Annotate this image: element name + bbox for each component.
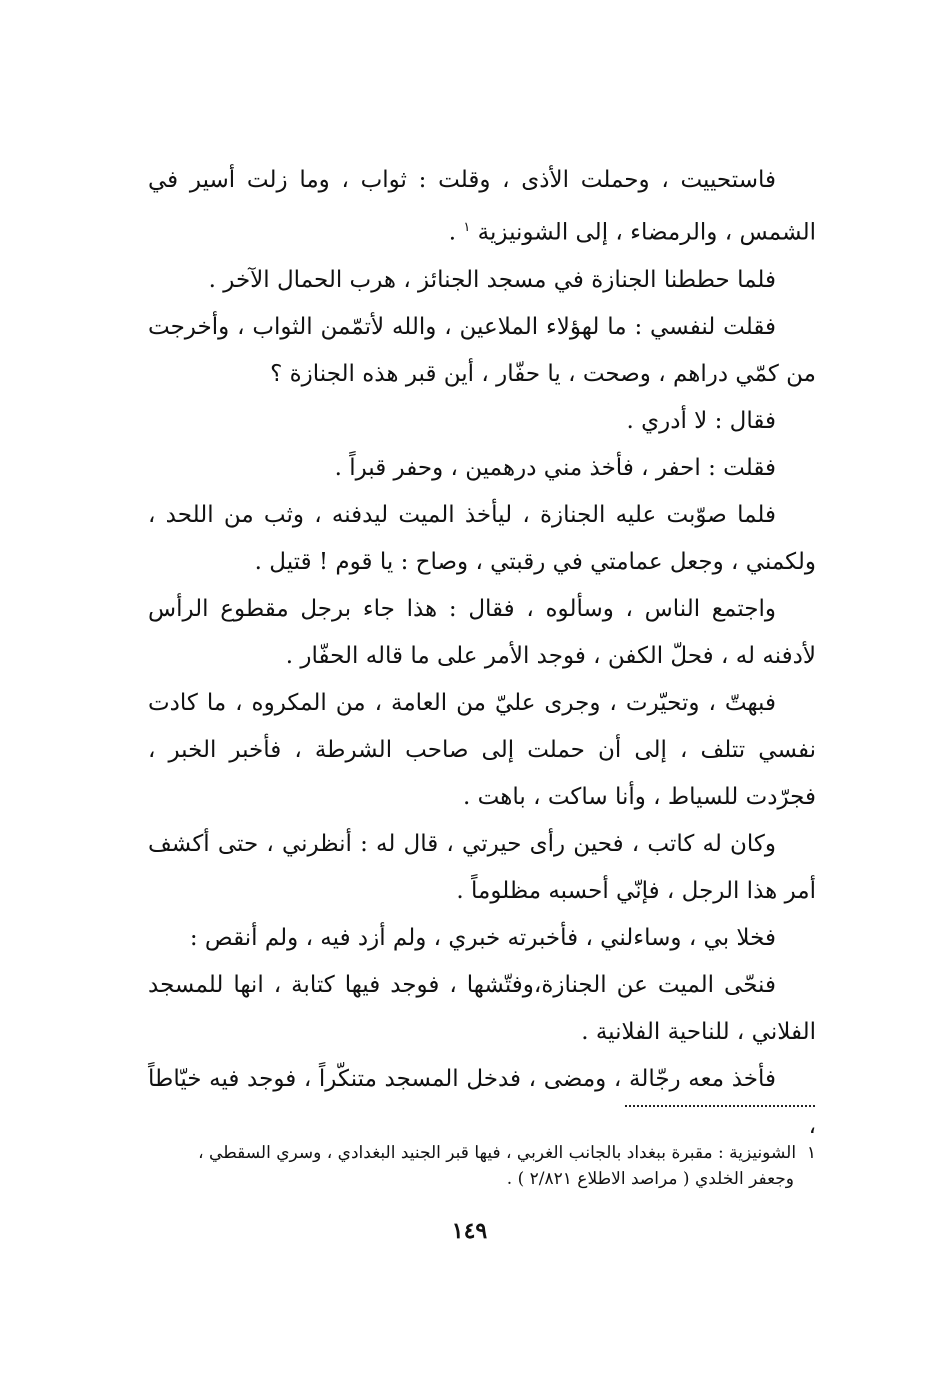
footnote-number: ١ xyxy=(806,1143,816,1163)
footnote-text-1: الشونيزية : مقبرة ببغداد بالجانب الغربي ، فيها قبر الجنيد البغدادي ، وسري السقطي ، xyxy=(198,1143,797,1163)
footnote-marker: ١ xyxy=(463,220,471,235)
paragraph-8: فبهتّ ، وتحيّرت ، وجرى عليّ من العامة ، من المكروه ، ما كادت نفسي تتلف ، إلى أن حملت إلى صاحب الشرطة ، فأخبر الخبر ، فجرّدت للسياط ، وأنا ساكت ، باهت . xyxy=(148,689,816,810)
paragraph-11: فنحّى الميت عن الجنازة،وفتّشها ، فوجد فيها كتابة ، انها للمسجد الفلاني ، للناحية الفلانية . xyxy=(148,971,816,1045)
paragraph-9: وكان له كاتب ، فحين رأى حيرتي ، قال له : أنظرني ، حتى أكشف أمر هذا الرجل ، فإنّي أحسبه مظلوماً . xyxy=(148,830,816,904)
footnote-separator xyxy=(625,1105,815,1107)
footnote xyxy=(148,1140,816,1192)
footnote-line-2: وجعفر الخلدي ( مراصد الاطلاع ٢/٨٢١ ) . xyxy=(506,1169,794,1189)
paragraph-6: فلما صوّبت عليه الجنازة ، ليأخذ الميت ليدفنه ، وثب من اللحد ، ولكمني ، وجعل عمامتي في رقبتي ، وصاح : يا قوم ! قتيل . xyxy=(148,501,816,575)
paragraph-1 xyxy=(148,157,816,257)
paragraph-7: واجتمع الناس ، وسألوه ، فقال : هذا جاء برجل مقطوع الرأس لأدفنه له ، فحلّ الكفن ، فوجد الأمر على ما قاله الحفّار . xyxy=(148,595,816,669)
paragraph-text: فاستحييت ، وحملت الأذى ، وقلت : ثواب ، وما زلت أسير في الشمس ، والرمضاء ، إلى الشونيزية xyxy=(148,167,816,246)
paragraph-10: فخلا بي ، وساءلني ، فأخبرته خبري ، ولم أزد فيه ، ولم أنقص : xyxy=(189,924,776,951)
paragraph-12: فأخذ معه رجّالة ، ومضى ، فدخل المسجد متنكّراً ، فوجد فيه خيّاطاً ، xyxy=(148,1065,816,1139)
paragraph-tail: . xyxy=(448,219,464,246)
main-text xyxy=(148,157,816,1150)
paragraph-3: فقلت لنفسي : ما لهؤلاء الملاعين ، والله لأتمّمن الثواب ، وأخرجت من كمّي دراهم ، وصحت ، يا حفّار ، أين قبر هذه الجنازة ؟ xyxy=(148,313,816,387)
page-number: ١٤٩ xyxy=(451,1218,488,1244)
footnote-line-1 xyxy=(148,1140,816,1166)
paragraph-4: فقال : لا أدري . xyxy=(626,407,776,434)
paragraph-5: فقلت : احفر ، فأخذ مني درهمين ، وحفر قبراً . xyxy=(334,454,776,481)
paragraph-2: فلما حططنا الجنازة في مسجد الجنائز ، هرب الحمال الآخر . xyxy=(208,266,776,293)
